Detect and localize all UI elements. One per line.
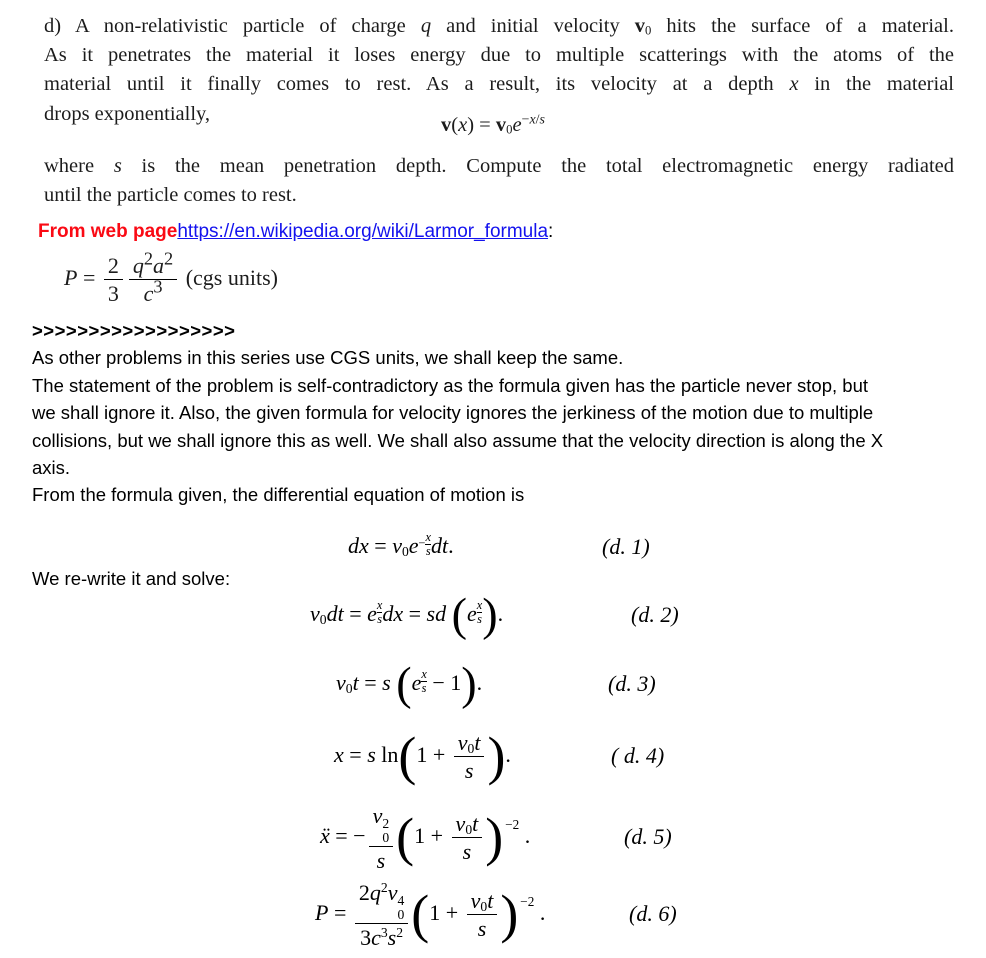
rewrite-note: We re-write it and solve: [32,568,231,589]
equation-label-d5: (d. 5) [624,824,672,849]
problem-line: until the particle comes to rest. [44,184,297,207]
wikipedia-link[interactable]: https://en.wikipedia.org/wiki/Larmor_formula [177,221,549,242]
problem-line: material until it finally comes to rest. As a result, its velocity at a depth x in the material [44,73,954,96]
larmor-formula: P = $\frac{2}{3}$ $\frac{q^2a^2}{c^3}$ (cgs units) [64,249,278,307]
commentary-line: The statement of the problem is self-contradictory as the formula given has the particle never stop, but [32,374,869,396]
equation-label-d2: (d. 2) [631,602,679,627]
equation-label-d1: (d. 1) [602,534,650,559]
equation-d4: x = s ln(1 + $\frac{v_0t}{s}$ ). [334,725,511,786]
problem-line: As it penetrates the material it loses energy due to multiple scatterings with the atoms of the [44,44,954,67]
problem-continuation [44,152,954,210]
source-colon: : [548,221,554,242]
commentary-line: we shall ignore it. Also, the given formula for velocity ignores the jerkiness of the motion due to multiple [32,402,874,424]
equation-label-d4: ( d. 4) [611,743,665,768]
problem-line: drops exponentially, [44,102,211,125]
equation-d2: $v_0dt = e$ $^{\frac{x}{s}}$ dx = sd (e $^{\frac{x}{s}}$ ). [310,588,504,640]
source-label: From web page [38,221,178,242]
equation-label-d3: (d. 3) [608,671,656,696]
equation-label-d6: (d. 6) [629,901,677,926]
problem-line: d) A non-relativistic particle of charge q and initial velocity $v_0$ hits the surface of a material. [44,15,954,38]
separator-line: >>>>>>>>>>>>>>>>>> [32,320,236,341]
commentary-line: collisions, but we shall ignore this as well. We shall also assume that the velocity direction is along the X [32,429,884,451]
equation-d6: P = $2q^2v$ 4 0 $3c^3s^2$ (1 + $\frac{v_0t}{s}$ ) $^{-2}$ . [315,879,546,951]
commentary [32,317,972,509]
source-line [38,221,553,243]
problem-line: where s is the mean penetration depth. Compute the total electromagnetic energy radiated [44,155,954,177]
commentary-line: As other problems in this series use CGS units, we shall keep the same. [32,347,624,369]
commentary-line: From the formula given, the differential equation of motion is [32,484,525,506]
velocity-formula: $v(x) = v_0e^{-x/s}$ [441,112,545,137]
equation-d3: $v_0t = s$ (e $^{\frac{x}{s}}$ − 1). [336,657,483,709]
equation-d5: ẍ = − v 2 0 s (1 + $\frac{v_0t}{s}$ ) $^{-2}$ . [320,802,531,874]
equation-d1: dx = $v_0e^{- \frac{x}{s}}$ dt. [348,529,454,559]
commentary-line: axis. [32,457,71,479]
problem-statement [44,12,954,129]
